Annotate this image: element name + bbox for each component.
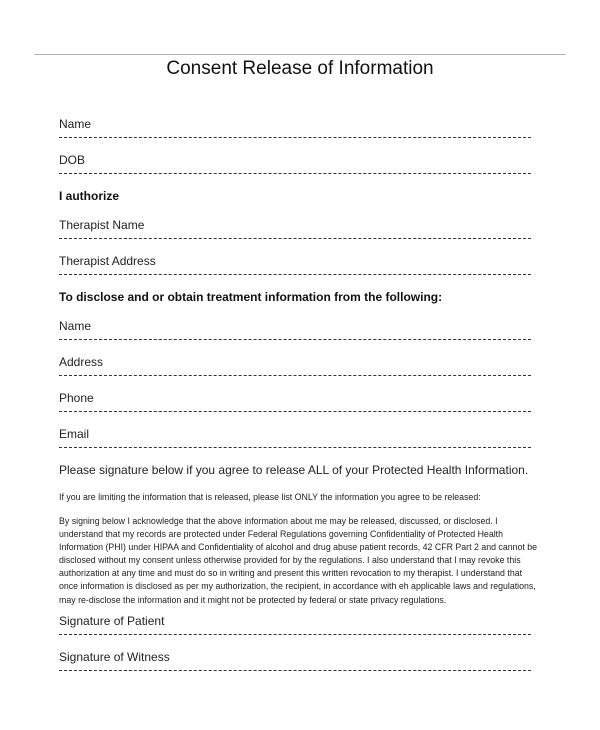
recipient-address-label: Address [59, 355, 104, 369]
patient-signature-field[interactable] [59, 614, 531, 635]
disclose-heading: To disclose and or obtain treatment information from the following: [59, 290, 443, 304]
top-divider [34, 54, 566, 55]
signature-instruction: Please signature below if you agree to release ALL of your Protected Health Information. [59, 463, 529, 477]
therapist-address-label: Therapist Address [59, 254, 156, 268]
dob-field[interactable] [59, 153, 531, 174]
therapist-name-field[interactable] [59, 218, 531, 239]
name-label: Name [59, 117, 92, 131]
recipient-phone-label: Phone [59, 391, 94, 405]
dob-label: DOB [59, 153, 86, 167]
limiting-note: If you are limiting the information that is released, please list ONLY the information you agree to be released: [59, 492, 481, 502]
witness-signature-label: Signature of Witness [59, 650, 170, 664]
acknowledgement-paragraph: By signing below I acknowledge that the above information about me may be released, discussed, or disclosed. I understand that my records are protected under Federal Regulations governing Confidentiality of Protected Health Information (PHI) under HIPAA and Confidentiality of alcohol and drug abuse patient records, 42 CFR Part 2 and cannot be disclosed without my consent unless otherwise provided for by the regulations. I also understand that I may revoke this authorization at any time and must do so in writing and present this written revocation to my therapist. I understand that once information is disclosed as per my authorization, the recipient, in accordance with eh applicable laws and regulations, may re-disclose the information and it might not be protected by federal or state privacy regulations. [59, 516, 538, 605]
recipient-email-field[interactable] [59, 427, 531, 448]
document-title: Consent Release of Information [166, 58, 434, 79]
recipient-phone-field[interactable] [59, 391, 531, 412]
recipient-email-label: Email [59, 427, 90, 441]
therapist-address-field[interactable] [59, 254, 531, 275]
authorize-heading: I authorize [59, 189, 120, 203]
recipient-name-label: Name [59, 319, 92, 333]
therapist-name-label: Therapist Name [59, 218, 145, 232]
recipient-name-field[interactable] [59, 319, 531, 340]
patient-signature-label: Signature of Patient [59, 614, 165, 628]
witness-signature-field[interactable] [59, 650, 531, 671]
recipient-address-field[interactable] [59, 355, 531, 376]
name-field[interactable] [59, 117, 531, 138]
